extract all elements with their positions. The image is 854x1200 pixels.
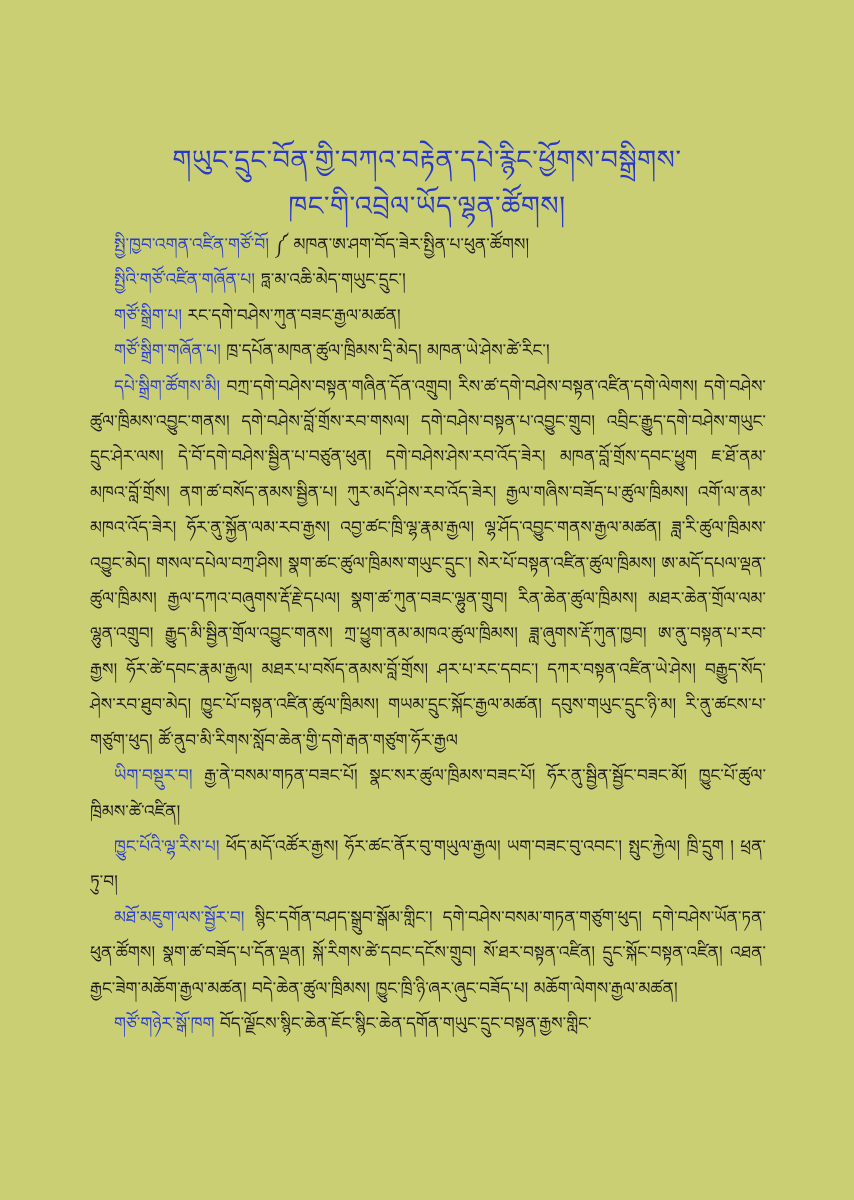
field-label: ཁྱུང་པོའི་ལྷ་རིས་པ། <box>114 836 220 857</box>
document-title <box>100 138 754 230</box>
field-proofreader <box>90 759 766 830</box>
field-value: བོད་ལྗོངས་སྙིང་ཆེན་ཇོང་སྙིང་ཆེན་དགོན་གཡུང་དྲུང་བསྟན་རྒྱས་གླིང་ <box>219 1013 592 1034</box>
title-line-1: གཡུང་དྲུང་བོན་གྱི་བཀའ་བརྟེན་དཔེ་རྙིང་ཕྱོགས་བསྒྲིགས་ <box>172 145 682 176</box>
field-series-editor <box>90 263 766 298</box>
field-typesetting <box>90 830 766 901</box>
field-chief-editor <box>90 299 766 334</box>
field-label: གཙོ་སྒྲིག་པ། <box>114 305 183 326</box>
field-label: སྤྱིའི་གཙོ་འཛིན་གཞོན་པ། <box>114 270 256 291</box>
field-assistant-editor <box>90 334 766 369</box>
title-line-2: ཁང་གི་འབྲེལ་ཡོད་ལྷན་ཚོགས། <box>288 191 566 222</box>
field-value: རྒྱ་ནེ་བསམ་གཏན་བཟང་པོ། སྣང་སར་ཚུལ་ཁྲིམས་བཟང་པོ། ཧོར་ནུ་སྦྱིན་སྦྱོང་བཟང་མོ། ཁྱུང་པོ་ཚུལ་ཁྲིམས་ཚེ་འཛིན། <box>90 766 767 822</box>
field-label: གཙོ་སྒྲིག་གཞོན་པ། <box>114 341 221 362</box>
field-value: ཕོད་མདོ་འཚོར་རྒྱས། ཧོར་ཚང་ནོར་བུ་གཡུལ་རྒྱལ། ཡག་བཟང་བུ་འབང་། སྤུང་རྐྱེལ། ཁྲི་དྲུག ། ཕྲན་ཏུ་བ། <box>90 836 767 893</box>
field-value: ༼ མཁན་ཨ་ཤག་བོད་ཟེར་སྤྱིན་པ་ཕུན་ཚོགས། <box>274 235 530 255</box>
field-value: ཏླ་མ་འཆི་མེད་གཡུང་དྲུང་། <box>260 270 406 291</box>
field-general-editor <box>90 228 766 263</box>
field-cover-design <box>90 901 766 1007</box>
field-value: སྙིང་དགོན་བཤད་སྒྲུབ་སྒོམ་གླིང་། དགེ་བཤེས་བསམ་གཏན་གཙུག་ཕུད། དགེ་བཤེས་ཡོན་ཏན་ཕུན་ཚོགས། སྣག་ཚ་བཟོད་པ་དོན་ལྡན། སྐོ་རིགས་ཚེ་དབང་དངོས་གྲུབ། སོ་ཐར་བསྟན་འཛིན། དྲུང་སྐོང་བསྟན་འཛིན། འཐན་རྒྱང་ཟེག་མཆོག་རྒྱལ་མཚན། བདེ་ཆེན་ཚུལ་ཁྲིམས། ཁྱུང་ཁྲི་ཉི་ཞར་ཞུང་བཟོད་པ། མཆོག་ལེགས་རྒྱལ་མཚན། <box>90 907 766 999</box>
field-value: རང་དགེ་བཤེས་ཀུན་བཟང་རྒྱལ་མཚན། <box>187 305 401 326</box>
field-label: གཙོ་གཉེར་སྒོ་ཁག <box>114 1013 215 1034</box>
document-body <box>90 228 766 1042</box>
field-label: སྤྱི་ཁྱབ་འགན་འཛིན་གཙོ་བོ། <box>114 235 269 255</box>
field-editorial-board <box>90 370 766 759</box>
field-chief-sponsor <box>90 1007 766 1042</box>
field-value: བཀྲ་དགེ་བཤེས་བསྟན་གཞིན་དོན་འགྲུབ། རིས་ཚ་དགེ་བཤེས་བསྟན་འཛིན་དགེ་ལེགས། དགེ་བཤེས་ཚུལ་ཁྲིམས་འབྱུང་གནས། དགེ་བཤེས་བློ་གྲོས་རབ་གསལ། དགེ་བཤེས་བསྟན་པ་འབྱུང་གྲུབ། འབྲིང་རྒྱུད་དགེ་བཤེས་གཡུང་དྲུང་ཤེར་ལས། དེ་བོ་དགེ་བཤེས་སྦྱིན་པ་བཙུན་ཕུན། དགེ་བཤེས་ཤེས་རབ་འོད་ཟེར། མཁན་བློ་གྲོས་དབང་ཕྱུག ཇ་ཐོ་ནམ་མཁའ་བློ་གྲོས། ནག་ཚ་བསོད་ནམས་སྦྱིན་པ། ཀུར་མདོ་ཤེས་རབ་འོད་ཟེར། རྒྱལ་གཞིས་བཟོད་པ་ཚུལ་ཁྲིམས། འགོ་ལ་ནམ་མཁའ་འོད་ཟེར། ཧོར་ནུ་སྐྱོན་ལམ་རབ་རྒྱས། འབྱ་ཚང་ཁྲི་ལྷ་རྣམ་རྒྱལ། ལྷ་ཤོད་འབྱུང་གནས་རྒྱལ་མཚན། ཟླ་རི་ཚུལ་ཁྲིམས་འབྱུང་མེད། གསལ་དཔེལ་བཀྲ་ཤིས། སྣག་ཚང་ཚུལ་ཁྲིམས་གཡུང་དྲུང་། སེར་པོ་བསྟན་འཛིན་ཚུལ་ཁྲིམས། ཨ་མདོ་དཔལ་ལྡན་ཚུལ་ཁྲིམས། རྒྱལ་དཀའ་བཞུགས་རྡོ་རྗེ་དཔལ། སྣག་ཚ་ཀུན་བཟང་ལྷུན་གྲུབ། རིན་ཆེན་ཚུལ་ཁྲིམས། མཐར་ཆེན་གྲོལ་ལམ་ལྷུན་འགྲུབ། རྒྱུད་མི་སྦྱིན་གྲོལ་འབྱུང་གནས། ཀྲ་ཕྱུག་ནམ་མཁའ་ཚུལ་ཁྲིམས། ཟླ་ཞུགས་རྡོ་ཀུན་ཁྱབ། ཨ་ནུ་བསྟན་པ་རབ་རྒྱས། ཧོར་ཚེ་དབང་རྣམ་རྒྱལ། མཐར་པ་བསོད་ནམས་བློ་གྲོས། ཤར་པ་རང་དབང་། དཀར་བསྟན་འཛིན་ཡེ་ཤེས། བརྒྱུད་སོད་ཤེས་རབ་ཐུབ་མེད། ཁྱུང་པོ་བསྟན་འཛིན་ཚུལ་ཁྲིམས། གཡམ་དྲུང་སྐོང་རྒྱལ་མཚན། དབུས་གཡུང་དྲུང་ཉི་མ། རི་ནུ་ཚངས་པ་གཙུག་ཕུད། ཚོ་ནུབ་མི་རིགས་སློབ་ཆེན་གྱི་དགེ་རྒན་གཙུག་ཧོར་རྒྱལ <box>90 376 766 751</box>
field-label: ཡིག་བསྡུར་བ། <box>114 766 193 787</box>
field-label: དཔེ་སྒྲིག་ཚོགས་མི། <box>114 376 221 397</box>
field-value: ཁྲ་དཔོན་མཁན་ཚུལ་ཁྲིམས་དྲི་མེད། མཁན་ཡེ་ཤེས་ཚེ་རིང་། <box>226 341 550 362</box>
field-label: མཐོ་མཇུག་ལས་སྦྱོར་བ། <box>114 907 245 928</box>
